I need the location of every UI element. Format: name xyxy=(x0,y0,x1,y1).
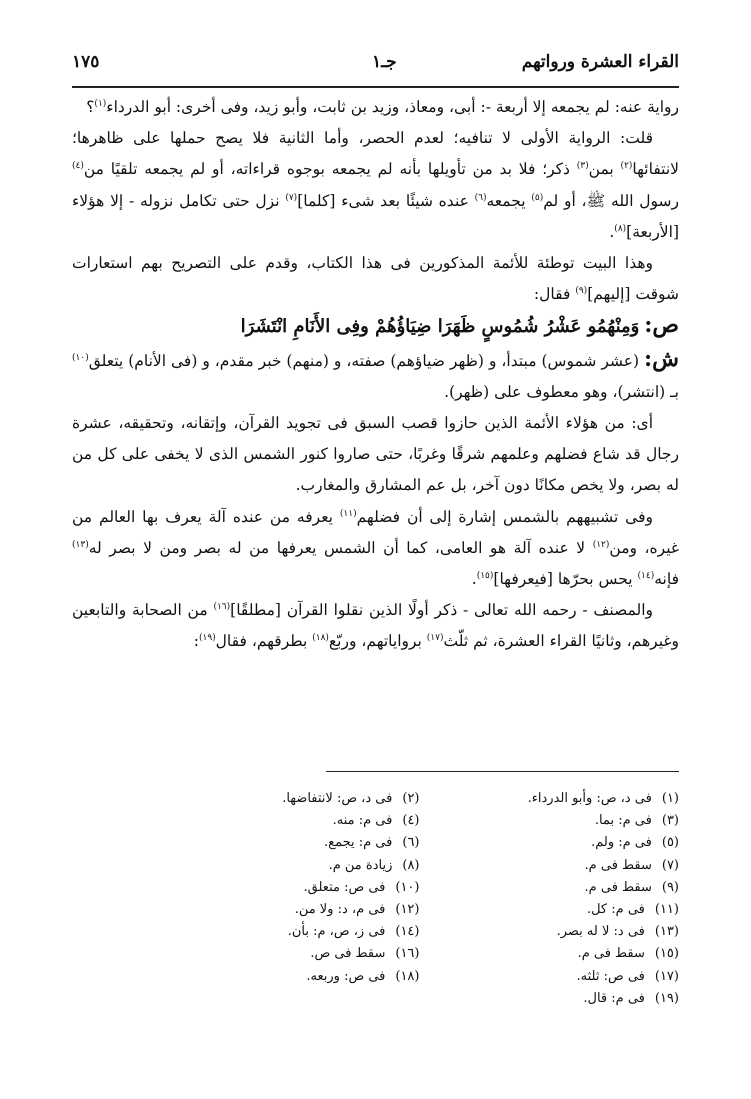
footnote-ref[interactable]: (٥) xyxy=(531,192,544,203)
paragraph-7: والمصنف - رحمه الله تعالى - ذكر أولًا الذين نقلوا القرآن [مطلقًا]$^{(١٦)}$ من الصحابة والتابعين وغيرهم، وثانيًا القراء العشرة، ثم ثلّث$^{(١٧)}$ برواياتهم، وربّع$^{(١٨)}$ بطرقهم، فقال$^{(١٩)}$: xyxy=(72,601,679,651)
footnote-text: فى د، ص: وأبو الدرداء. xyxy=(527,791,652,806)
footnotes xyxy=(200,788,679,1010)
footnote xyxy=(200,788,420,810)
paragraph-3: وهذا البيت توطئة للأئمة المذكورين فى هذا الكتاب، وقدم على التصريح بهم استعارات شوقت [إليهم]$^{(٩)}$ فقال: xyxy=(72,254,679,304)
verse-text: وَمِنْهُمُو عَشْرُ شُمُوسٍ ظَهَرَا ضِيَاؤُهُمْ وفِى الأَنَامِ انْتَشَرَا xyxy=(240,316,640,338)
commentary-paragraph: ش: (عشر شموس) مبتدأ، و (ظهر ضياؤهم) صفته، و (منهم) خبر مقدم، و (فى الأنام) يتعلق$^{(١٠)}$ بـ (انتشر)، وهو معطوف على (ظهر). xyxy=(72,345,679,401)
verse-line xyxy=(72,310,679,343)
header-volume: جـ١ xyxy=(372,52,397,72)
footnote-number: (١) xyxy=(661,791,679,806)
footnote xyxy=(460,877,680,899)
footnote-ref[interactable]: (٩) xyxy=(575,286,588,297)
footnote-ref[interactable]: (١٨) xyxy=(312,633,329,644)
footnote xyxy=(460,788,680,810)
footnote-ref[interactable]: (١٩) xyxy=(198,633,216,644)
footnote-ref[interactable]: (٦) xyxy=(474,192,487,203)
footnote-number: (١١) xyxy=(654,902,679,918)
footnote-ref[interactable]: (١١) xyxy=(339,508,357,519)
footnote-number: (٨) xyxy=(402,857,420,873)
footnote-number: (١٠) xyxy=(395,879,420,895)
footnote-text: فى ص: وربعه. xyxy=(306,968,386,984)
footnote-ref[interactable]: (١٣) xyxy=(72,539,89,550)
footnote xyxy=(200,943,420,965)
footnote-number: (١٩) xyxy=(654,990,679,1006)
paragraph-2: قلت: الرواية الأولى لا تنافيه؛ لعدم الحصر، وأما الثانية فلا يصح حملها على ظاهرها؛ لانتفائها$^{(٢)}$ بمن$^{(٣)}$ ذكر؛ فلا بد من تأويلها بأنه لم يجمعه بوجوه قراءاته، أو لم يجمعه تلقيًا من$^{(٤)}$ رسول الله ﷺ، أو لم$^{(٥)}$ يجمعه$^{(٦)}$ عنده شيئًا بعد شىء [كلما]$^{(٧)}$ نزل حتى تكامل نزوله - إلا هؤلاء [الأربعة]$^{(٨)}$. xyxy=(72,129,679,241)
paragraph-5: أى: من هؤلاء الأئمة الذين حازوا قصب السبق فى تجويد القرآن، وإتقانه، وتحقيقه، عشرة رجال قد شاع فضلهم وعلمهم شرقًا وغربًا، حتى صاروا كنور الشمس الذى لا يخفى على كل من له بصر، ولا يخص مكانًا دون آخر، بل عم المشارق والمغارب. xyxy=(72,414,679,495)
footnote xyxy=(200,966,420,988)
paragraph-1: رواية عنه: لم يجمعه إلا أربعة -: أبى، ومعاذ، وزيد بن ثابت، وأبو زيد، وفى أخرى: أبو الدرداء$^{(١)}$؟ xyxy=(86,98,679,116)
footnote-ref[interactable]: (١٧) xyxy=(426,633,444,644)
footnote-number: (١٧) xyxy=(654,968,679,984)
footnote-number: (١٣) xyxy=(654,924,679,940)
footnote-text: فى م: بما. xyxy=(594,813,652,829)
footnote xyxy=(200,921,420,943)
running-header xyxy=(72,46,679,88)
footnote xyxy=(200,855,420,877)
footnote xyxy=(460,855,680,877)
commentary-marker: ش: xyxy=(644,345,679,372)
footnote-text: فى م: منه. xyxy=(332,813,393,829)
footnote xyxy=(460,966,680,988)
footnote-text: فى د: لا له بصر. xyxy=(556,924,645,940)
footnote-number: (٤) xyxy=(402,813,420,829)
footnote-ref[interactable]: (١٦) xyxy=(213,602,231,613)
footnote-number: (١٢) xyxy=(395,902,420,918)
footnote xyxy=(200,899,420,921)
footnote-number: (٢) xyxy=(402,791,420,806)
footnote-ref[interactable]: (٤) xyxy=(72,161,84,172)
footnote-text: سقط فى ص. xyxy=(310,946,386,962)
footnote-text: سقط فى م. xyxy=(577,946,645,962)
footnote-ref[interactable]: (٨) xyxy=(614,223,627,234)
footnote-text: سقط فى م. xyxy=(584,879,652,895)
footnote xyxy=(460,899,680,921)
footnote xyxy=(200,832,420,854)
footnote-ref[interactable]: (٢) xyxy=(620,161,633,172)
footnote xyxy=(460,832,680,854)
footnote-number: (٣) xyxy=(661,813,679,829)
footnote-number: (١٨) xyxy=(395,968,420,984)
footnote-text: فى م: ولم. xyxy=(591,835,652,851)
footnote-ref[interactable]: (١٥) xyxy=(476,570,494,581)
footnote-number: (٦) xyxy=(402,835,420,851)
footnote-text: فى ص: متعلق. xyxy=(303,879,386,895)
footnote-number: (٥) xyxy=(661,835,679,851)
paragraph-6: وفى تشبيههم بالشمس إشارة إلى أن فضلهم$^{(١١)}$ يعرفه من عنده آلة يعرف بها العالم من غيره، ومن$^{(١٢)}$ لا عنده آلة هو العامى، كما أن الشمس يعرفها من له بصر ومن لا بصر له$^{(١٣)}$ فإنه$^{(١٤)}$ يحس بحرّها [فيعرفها]$^{(١٥)}$. xyxy=(72,507,679,589)
footnote xyxy=(460,988,680,1010)
footnote-number: (٧) xyxy=(661,857,679,873)
header-title: القراء العشرة ورواتهم xyxy=(521,52,679,72)
footnote-ref[interactable]: (١٠) xyxy=(72,352,89,363)
footnote-number: (١٥) xyxy=(654,946,679,962)
footnote xyxy=(460,943,680,965)
footnote-number: (٩) xyxy=(661,879,679,895)
footnote xyxy=(460,810,680,832)
footnote-text: فى د، ص: لانتفاضها. xyxy=(282,791,393,806)
main-text xyxy=(72,92,679,658)
page-number: ١٧٥ xyxy=(72,52,100,72)
footnote-ref[interactable]: (٣) xyxy=(576,161,589,172)
footnote-text: فى م: قال. xyxy=(583,990,645,1006)
footnote-ref[interactable]: (١) xyxy=(94,98,107,109)
footnote-ref[interactable]: (١٢) xyxy=(592,539,610,550)
footnote-ref[interactable]: (٧) xyxy=(285,192,298,203)
footnote xyxy=(460,921,680,943)
footnote xyxy=(200,877,420,899)
footnote-ref[interactable]: (١٤) xyxy=(637,570,655,581)
verse-marker: ص: xyxy=(644,312,679,339)
footnote-text: فى م: كل. xyxy=(586,902,645,918)
footnote-text: فى ص: ثلثه. xyxy=(576,968,645,984)
footnote-number: (١٤) xyxy=(395,924,420,940)
footnote-text: سقط فى م. xyxy=(584,857,652,873)
footnote-number: (١٦) xyxy=(395,946,420,962)
footnote-text: فى م، د: ولا من. xyxy=(294,902,386,918)
footnote xyxy=(200,810,420,832)
footnote-divider xyxy=(326,771,679,772)
footnote-text: فى ز، ص، م: بأن. xyxy=(287,924,386,940)
footnote-text: زيادة من م. xyxy=(328,857,393,873)
footnote-text: فى م: يجمع. xyxy=(324,835,393,851)
